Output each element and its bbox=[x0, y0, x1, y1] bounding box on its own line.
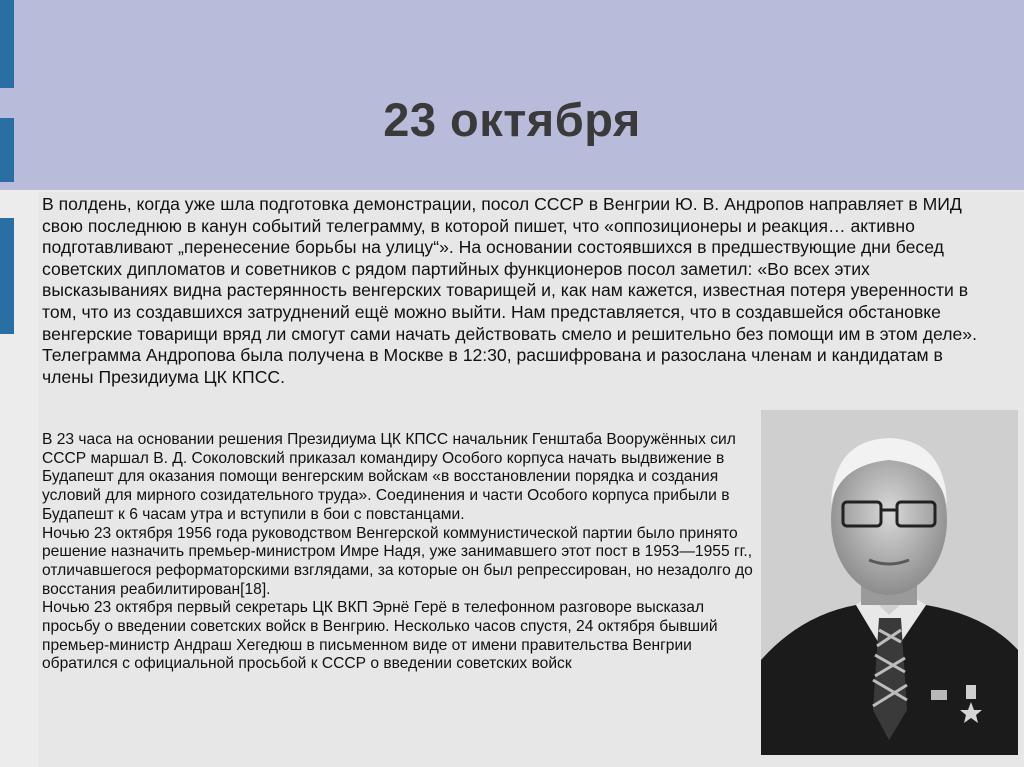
accent-bar bbox=[0, 0, 14, 88]
paragraph-group bbox=[42, 431, 757, 674]
slide-title: 23 октября bbox=[383, 93, 641, 146]
paragraph-nagy: Ночью 23 октября 1956 года руководством Венгерской коммунистической партии было принято решение назначить премьер-министром Имре Надя, уже занимавшего этот пост в 1953—1955 гг., отличавшегося реформаторскими взглядами, за которые он был репрессирован, но незадолго до восстания реабилитирован[18]. bbox=[42, 524, 753, 598]
portrait-icon bbox=[761, 410, 1018, 755]
portrait-photo bbox=[761, 410, 1018, 755]
paragraph-gero: Ночью 23 октября первый секретарь ЦК ВКП Эрнё Герё в телефонном разговоре высказал просьбу о введении советских войск в Венгрию. Несколько часов спустя, 24 октября бывший премьер-министр Андраш Хегедюш в письменном виде от имени правительства Венгрии обратился с официальной просьбой к СССР о введении советских войск bbox=[42, 599, 718, 673]
accent-bar bbox=[0, 218, 14, 334]
paragraph-corps: В 23 часа на основании решения Президиума ЦК КПСС начальник Генштаба Вооружённых сил СССР маршал В. Д. Соколовский приказал командиру Особого корпуса начать выдвижение в Будапешт для оказания помощи венгерским войскам «в восстановлении порядка и создания условий для мирного созидательного труда». Соединения и части Особого корпуса прибыли в Будапешт к 6 часам утра и вступили в бои с повстанцами. bbox=[42, 431, 736, 523]
paragraph-main: В полдень, когда уже шла подготовка демонстрации, посол СССР в Венгрии Ю. В. Андропов направляет в МИД свою последнюю в канун событий телеграмму, в которой пишет, что «оппозиционеры и реакция… активно подготавливают „перенесение борьбы на улицу“». На основании состоявшихся в предшествующие дни бесед советских дипломатов и советников с рядом партийных функционеров посол заметил: «Во всех этих высказываниях видна растерянность венгерских товарищей и, как нам кажется, известная потеря уверенности в том, что из создавшихся затруднений ещё можно выйти. Нам представляется, что в создавшейся обстановке венгерские товарищи вряд ли смогут сами начать действовать смело и решительно без помощи им в этом деле». Телеграмма Андропова была получена в Москве в 12:30, расшифрована и разослана членам и кандидатам в члены Президиума ЦК КПСС. bbox=[42, 194, 977, 387]
